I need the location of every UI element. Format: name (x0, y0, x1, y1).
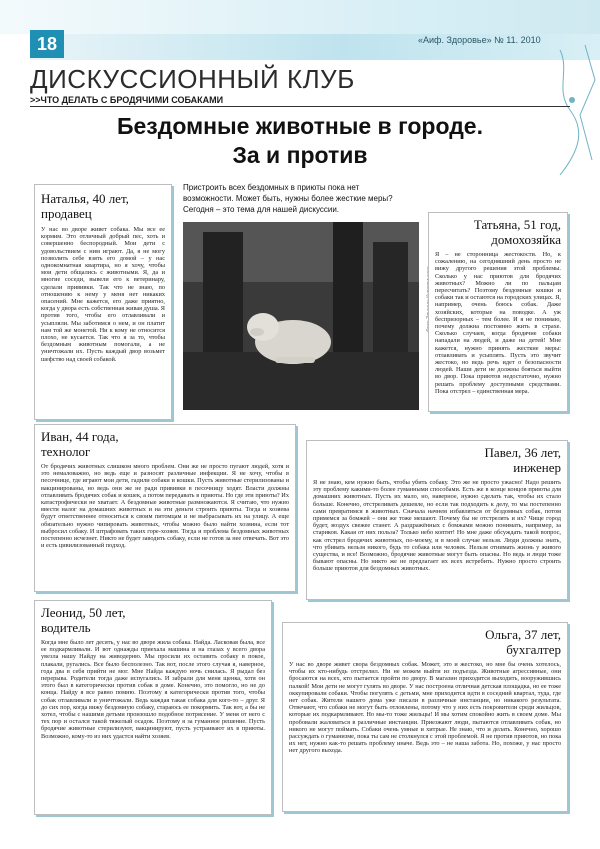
header-band (0, 0, 600, 34)
opinion-pavel (306, 440, 568, 600)
opinion-text: Я – не сторонница жестокости. Но, к сожалению, на сегодняшний день просто не вижу другого решения этой проблемы. Сколько у нас приютов для бродячих животных? Можно ли по пальцам пересчитать? Поэтому бездомные кошки и собаки так и остаются на городских улицах. Я, например, очень боюсь собак. Даже хозяйских, которые на поводке. А уж беспризорных – тем более. И я не понимаю, почему должна постоянно жить в страхе. Сколько случаев, когда бродячие собаки нападали на людей, и даже на детей! Мне кажется, нужно принять жесткие меры: отлавливать и усыплять. Пусть это звучит жестоко, но ведь речь идет о безопасности людей. Наши дети не должны бояться выйти во двор. Пока приютов недостаточно, нужно решать проблему доступными средствами. Пока отстрел – единственная мера. (435, 251, 561, 395)
opinion-name-age: Наталья, 40 лет, (41, 191, 129, 206)
headline-line-1: Бездомные животные в городе. (116, 113, 483, 139)
headline-line-2: За и против (232, 142, 368, 168)
opinion-ivan (34, 424, 296, 592)
opinion-name (313, 445, 561, 475)
opinion-text: Я не знаю, кем нужно быть, чтобы убить собаку. Это же не просто ужасно! Надо решить эту проблему какими-то более гуманными способами. Есть же в конце концов приюты для домашних животных. Пусть их мало, но, наверное, нужно сделать так, чтобы их стало больше. Конечно, отстреливать дешевле, но если так подходить к делу, то мы постепенно сами превратимся в животных. Сначала начнем избавляться от бездомных собак, потом примемся за бомжей – они же тоже мешают. Почему бы не отстрелять и их? Чище город будет, воздух свежее станет. А раздражённых с бомжами можно понимать, например, за стариков. Какая от них польза? Только небо коптят! Но мне даже обсуждать такой вопрос, как отстрел бродячих животных, по-моему, и в моей случае нельзя. Люди должны знать, что убивать нельзя никого, будь то собака или человек. Нельзя отнимать жизнь у живого существа, и все! Возможно, бродячие животные могут быть опасны. Но ведь и люди тоже бывают опасны. Но никто же не предлагает их всех истребить. Нужно просто строить больше приютов для бездомных животных. (313, 479, 561, 573)
opinion-name (41, 429, 289, 459)
opinion-text: У нас во дворе живет свора бездомных собак. Может, это и жестоко, но мне бы очень хотелось, чтобы их кто-нибудь отстрелил. Ни не можем выйти из подъезда. Животные агрессивные, они бросаются на всех, кто пытается пройти по двору. В магазин приходится выходить, вооружившись палкой! Мои дети не могут гулять во дворе. У нас построена отличная детская площадка, но ее тоже оккупировали собаки. Чтобы погулять с детьми, мне приходится идти в соседний квартал, туда, где нет собак. Жители нашего дома уже писали в различные инстанции, но никакого результата. Отвечают, что собаки не могут быть отловлены, потому что у них есть покровители среди жильцов, которые их подкармливают. Но мы-то тоже жильцы! И мы хотим спокойно жить в своем доме. Мы пробовали жаловаться в различные инстанции. Приезжают люди, пытаются отлавливать собак, но никого не могут поймать. Собаки очень умные и хитрые. Не знаю, что и делать. Конечно, хорошо рассуждать о гуманизме, пока ты сам не столкнулся с этой проблемой. Я не против приютов, но пока их нет, нужно как-то решать проблему иначе. Ведь это – не наша забота. Но, похоже, у нас просто нет другого выхода. (289, 661, 561, 755)
opinion-role: инженер (513, 460, 561, 475)
opinion-name (435, 217, 561, 247)
opinion-role: бухгалтер (506, 642, 561, 657)
opinion-text: От бродячих животных слишком много проблем. Они же не просто пугают людей, хотя и это немаловажно, но ведь еще и разносят различные инфекции. Я не хочу, чтобы в песочнице, где играют мои дети, гадили собаки и кошки. Пусть животные стерилизованы и вакцинированы, но ведь они же не ради прививки в песочницу ходят. Власти должны отлавливать бродячих собак и кошек, а потом передавать в приюты. Но где эти приюты? Их катастрофически не хватает. А бездомные животные размножаются. Я считаю, что нужно ввести налог на домашних животных и на эти деньги строить приюты. Тогда и хозяева будут ответственнее относиться к своим питомцам и не выбрасывать их на улицу. А еще обязательно нужно чипировать животных, чтобы можно было найти хозяина, если тот выбросил собаку. И штрафовать таких горе-хозяев. Тогда и проблема бездомных животных постепенно исчезнет. Никто не будет заводить собаку, если не готов за нее отвечать. Вот это и есть цивилизованный подход. (41, 463, 289, 550)
opinion-name-age: Леонид, 50 лет, (41, 605, 126, 620)
lead-paragraph: Пристроить всех бездомных в приюты пока нет возможности. Может быть, нужны более жесткие меры? Сегодня – это тема для нашей дискуссии. (183, 183, 393, 214)
opinion-name (41, 191, 165, 221)
opinion-tatyana (428, 212, 568, 412)
dog-photo (183, 222, 419, 410)
opinion-natalya (34, 184, 172, 420)
opinion-name-age: Татьяна, 51 год, (473, 217, 561, 232)
opinion-text: У нас во дворе живет собака. Мы все ее кормим. Это отличный добрый пес, хоть и совершенно беспородный. Мои дети с удовольствием с ним играют. Да, я не могу позволить себе взять его домой – у нас однокомнатная квартира, но я хочу, чтобы мои дети общались с животными. Я, да и многие соседи, вывели его к ветеринару, сделали прививки. Так что не знаю, по отношению к нему у меня нет никаких опасений. Мне кажется, его даже приятно, когда у двора есть собственная живая душа. Я против того, чтобы его отлавливали и усыпляли. Мы заботимся о нем, и он платит нам той же монетой. Ни к кому не относится плохо, не кусается. Так что я за то, чтобы бездомным животным помогали, а не уничтожали их. Пусть каждый двор возьмет шефство над своей собакой. (41, 226, 165, 363)
page-headline (30, 112, 570, 170)
opinion-role: продавец (41, 206, 92, 221)
opinion-name-age: Павел, 36 лет, (484, 445, 561, 460)
opinion-name-age: Иван, 44 года, (41, 429, 119, 444)
opinion-text: Когда мне было лет десять, у нас во дворе жила собака. Найда. Ласковая была, все ее подкармливали. И вот однажды приехала машина и на глазах у всего двора увезла нашу Найду на живодерню. Мы просили их оставить собаку в покое, плакали, ругались. Все было бесполезно. Так вот, после этого случая я, наверное, года два в себя прийти не мог. Мне Найда каждую ночь снилась. Я рыдал без перерыва. Родители тогда даже испугались. И забрали для меня щенка, хотя он этого был в категорически против собак в доме. Конечно, это помогло, но не до конца. Найду я все равно помню. Поэтому я категорически против того, чтобы собак отлавливали и уничтожали. Ведь каждая такая собака для кого-то – друг. Я до сих пор, когда вижу бездомную собаку, стараюсь ее покормить. Так вот, а бы не хотел, чтобы с нашими детьми произошло подобное потрясение. У меня от него с тех пор и остался такой тяжелый осадок. Поэтому я за гуманное решение. Пусть бродячие животные стерилизуют, вакцинируют, пусть устраивают их в приюты. Возможно, кому-то из них удастся найти хозяев. (41, 639, 265, 740)
opinion-role: домохозяйка (491, 232, 561, 247)
opinion-leonid (34, 600, 272, 815)
opinion-role: технолог (41, 444, 91, 459)
issue-label: «Аиф. Здоровье» № 11. 2010 (418, 35, 541, 45)
opinion-name (289, 627, 561, 657)
section-subtitle: >>ЧТО ДЕЛАТЬ С БРОДЯЧИМИ СОБАКАМИ (30, 95, 224, 105)
opinion-name-age: Ольга, 37 лет, (485, 627, 561, 642)
opinion-name (41, 605, 265, 635)
section-title: ДИСКУССИОННЫЙ КЛУБ (30, 64, 355, 94)
opinion-olga (282, 622, 568, 812)
opinion-role: водитель (41, 620, 91, 635)
page-number: 18 (30, 30, 64, 58)
header-rule (30, 106, 570, 107)
dog-in-metro-image (183, 222, 419, 410)
